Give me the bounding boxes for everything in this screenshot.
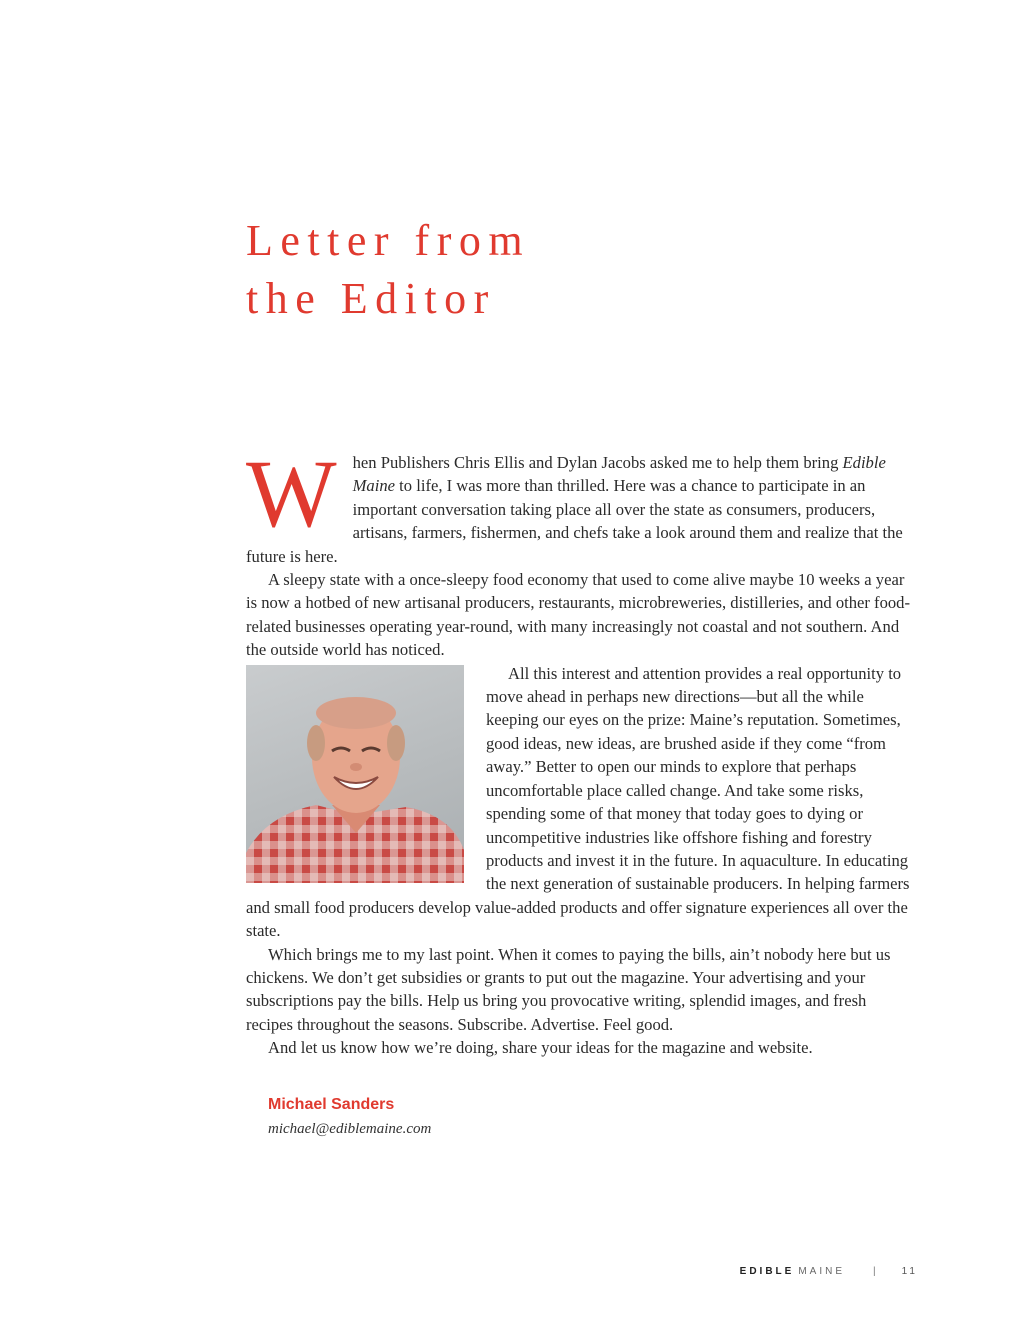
paragraph-2: A sleepy state with a once-sleepy food economy that used to come alive maybe 10 weeks a year is now a hotbed of new artisanal producers, restaurants, microbreweries, distilleries, and other food-related businesses operating year-round, with many increasingly not coastal and not southern. And the outside world has noticed. <box>246 570 911 660</box>
paragraph-3 <box>246 662 916 943</box>
footer-separator: | <box>873 1266 876 1277</box>
page-footer <box>740 1266 918 1277</box>
footer-brand-bold: EDIBLE <box>739 1266 795 1277</box>
editor-portrait-illustration <box>246 665 464 883</box>
footer-brand-light: MAINE <box>798 1266 845 1277</box>
paragraph-1 <box>246 440 916 568</box>
paragraph-3-text: All this interest and attention provides a real opportunity to move ahead in perhaps new directions—but all the while keeping our eyes on the prize: Maine’s reputation. Sometimes, good ideas, new ideas, are brushed aside if they come “from away.” Better to open our minds to explore that perhaps uncomfortable place called change. And take some risks, spending some of that money that today goes to dying or uncompetitive industries like offshore fishing and forestry products and invest it in the future. In aquaculture. In educating the next generation of sustainable producers. In helping farmers and small food producers develop value-added products and offer signature experiences all over the state. <box>246 663 910 941</box>
magazine-title-italic: Edible Maine <box>352 453 886 496</box>
letter-body <box>246 440 916 1060</box>
title-line-1: Letter from <box>246 216 531 265</box>
drop-cap: W <box>246 440 337 547</box>
editor-photo <box>246 665 464 883</box>
title-line-2: the Editor <box>246 274 496 323</box>
paragraph-4: Which brings me to my last point. When it comes to paying the bills, ain’t nobody here but us chickens. We don’t get subsidies or grants to put out the magazine. Your advertising and your subscriptions pay the bills. Help us bring you provocative writing, splendid images, and fresh recipes throughout the seasons. Subscribe. Advertise. Feel good. <box>246 944 891 1034</box>
page-title <box>246 212 530 328</box>
signature-email: michael@ediblemaine.com <box>268 1121 432 1137</box>
signature-name: Michael Sanders <box>268 1096 395 1113</box>
page-number: 11 <box>901 1266 918 1277</box>
paragraph-1-start: hen Publishers Chris Ellis and Dylan Jacobs asked me to help them bring <box>352 453 843 472</box>
paragraph-5: And let us know how we’re doing, share your ideas for the magazine and website. <box>268 1038 813 1058</box>
paragraph-1-rest: to life, I was more than thrilled. Here was a chance to participate in an important conversation taking place all over the state as consumers, producers, artisans, farmers, fishermen, and chefs take a look around them and realize that the future is here. <box>246 476 903 566</box>
